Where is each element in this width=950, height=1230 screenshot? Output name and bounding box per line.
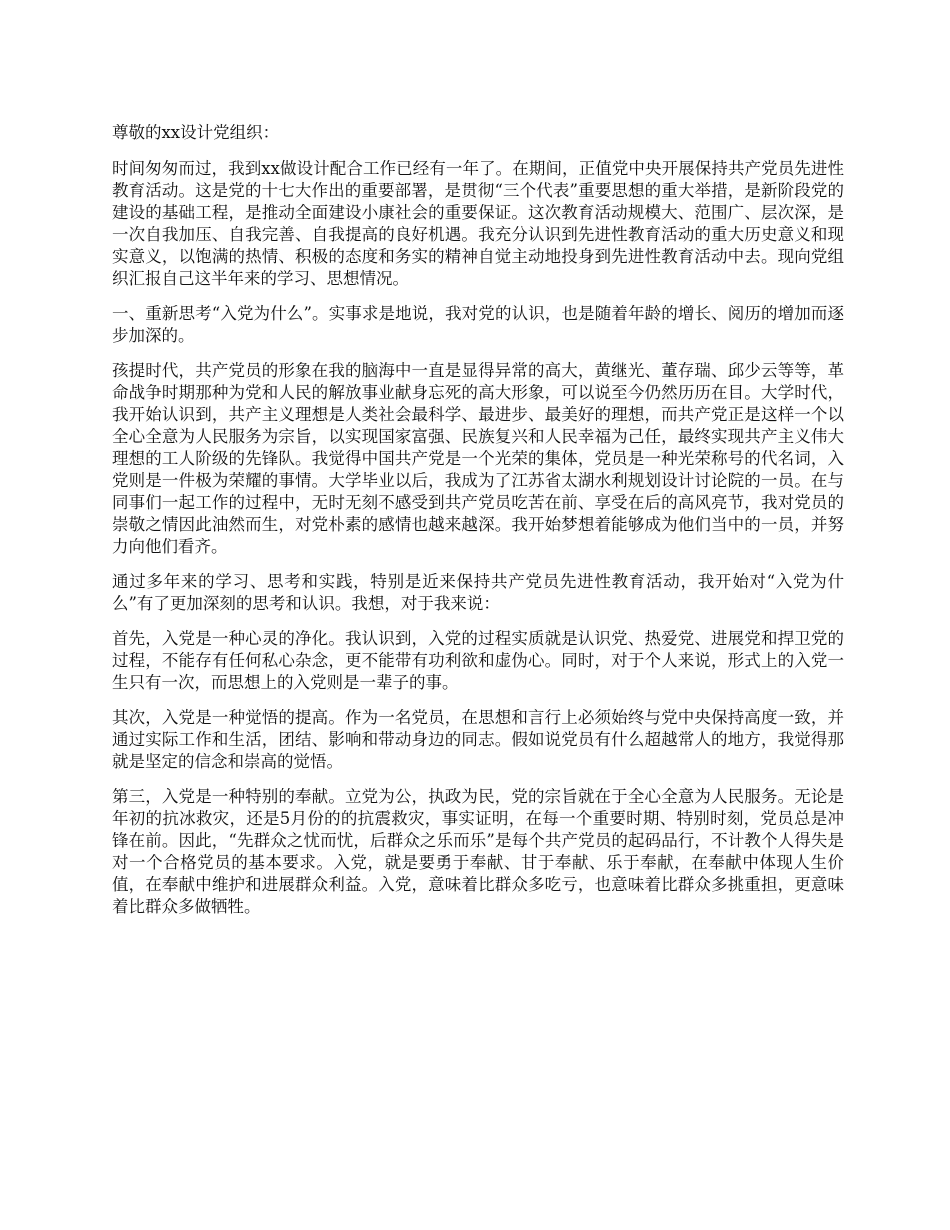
paragraph-first-point: 首先，入党是一种心灵的净化。我认识到，入党的过程实质就是认识党、热爱党、进展党和捍卫党的过程，不能存有任何私心杂念，更不能带有功利欲和虚伪心。同时，对于个人来说，形式上的入党一生只有一次，而思想上的入党则是一辈子的事。 — [112, 629, 844, 692]
salutation: 尊敬的xx设计党组织： — [112, 123, 280, 142]
paragraph-intro: 时间匆匆而过，我到xx做设计配合工作已经有一年了。在期间，正值党中央开展保持共产党员先进性教育活动。这是党的十七大作出的重要部署，是贯彻“三个代表”重要思想的重大举措，是新阶段党的建设的基础工程，是推动全面建设小康社会的重要保证。这次教育活动规模大、范围广、层次深，是一次自我加压、自我完善、自我提高的良好机遇。我充分认识到先进性教育活动的重大历史意义和现实意义，以饱满的热情、积极的态度和务实的精神自觉主动地投身到先进性教育活动中去。现向党组织汇报自己这半年来的学习、思想情况。 — [112, 159, 844, 288]
letter-document — [112, 122, 844, 931]
paragraph-section-one-heading: 一、重新思考“入党为什么”。实事求是地说，我对党的认识，也是随着年龄的增长、阅历的增加而逐步加深的。 — [112, 304, 844, 345]
paragraph-reflection: 通过多年来的学习、思考和实践，特别是近来保持共产党员先进性教育活动，我开始对“入党为什么”有了更加深刻的思考和认识。我想，对于我来说： — [112, 572, 844, 613]
paragraph-second-point: 其次，入党是一种觉悟的提高。作为一名党员，在思想和言行上必须始终与党中央保持高度一致，并通过实际工作和生活，团结、影响和带动身边的同志。假如说党员有什么超越常人的地方，我觉得那就是坚定的信念和崇高的觉悟。 — [112, 708, 844, 771]
paragraph-childhood: 孩提时代，共产党员的形象在我的脑海中一直是显得异常的高大，黄继光、董存瑞、邱少云等等，革命战争时期那种为党和人民的解放事业献身忘死的高大形象，可以说至今仍然历历在目。大学时代，我开始认识到，共产主义理想是人类社会最科学、最进步、最美好的理想，而共产党正是这样一个以全心全意为人民服务为宗旨，以实现国家富强、民族复兴和人民幸福为己任，最终实现共产主义伟大理想的工人阶级的先锋队。我觉得中国共产党是一个光荣的集体，党员是一种光荣称号的代名词，入党则是一件极为荣耀的事情。大学毕业以后，我成为了江苏省太湖水利规划设计讨论院的一员。在与同事们一起工作的过程中，无时无刻不感受到共产党员吃苦在前、享受在后的高风亮节，我对党员的崇敬之情因此油然而生，对党朴素的感情也越来越深。我开始梦想着能够成为他们当中的一员，并努力向他们看齐。 — [112, 361, 844, 556]
paragraph-third-point: 第三，入党是一种特别的奉献。立党为公，执政为民，党的宗旨就在于全心全意为人民服务。无论是年初的抗冰救灾，还是5月份的的抗震救灾，事实证明，在每一个重要时期、特别时刻，党员总是冲锋在前。因此，“先群众之忧而忧，后群众之乐而乐”是每个共产党员的起码品行，不计教个人得失是对一个合格党员的基本要求。入党，就是要勇于奉献、甘于奉献、乐于奉献，在奉献中体现人生价值，在奉献中维护和进展群众利益。入党，意味着比群众多吃亏，也意味着比群众多挑重担，更意味着比群众多做牺牲。 — [112, 787, 844, 916]
